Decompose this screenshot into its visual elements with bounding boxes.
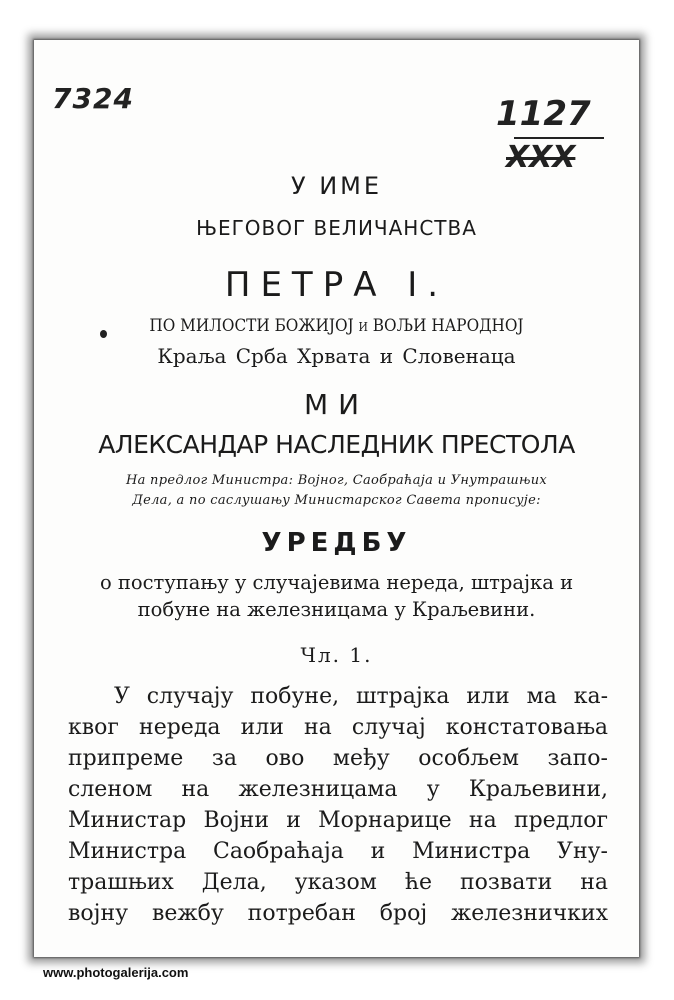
handwritten-struck-number: XXX xyxy=(506,140,576,175)
article-line: сленом на железницама у Краљевини, xyxy=(68,777,608,802)
handwritten-archive-number: 7324 xyxy=(52,82,134,115)
watermark: www.photogalerija.com xyxy=(43,965,189,980)
kingdom-line: Краља Срба Хрвата и Словенаца xyxy=(157,344,516,368)
article-line: Министра Саобраћаја и Министра Уну- xyxy=(68,839,608,864)
article-line: припреме за ово међу особљем запо- xyxy=(68,746,608,771)
grace-line: ПО МИЛОСТИ БОЖИЈОЈ и ВОЉИ НАРОДНОЈ xyxy=(149,316,524,336)
article-line: трашњих Дела, указом ће позвати на xyxy=(68,870,608,895)
article-line: У случају побуне, штрајка или ма ка- xyxy=(114,684,608,709)
we-heading: МИ xyxy=(303,388,370,421)
decree-title: УРЕДБУ xyxy=(261,528,412,558)
article-line: квог нереда или на случај констатовања xyxy=(68,715,608,740)
header-his-majesty: ЊЕГОВОГ ВЕЛИЧАНСТВА xyxy=(196,216,477,240)
prince-line: АЛЕКСАНДАР НАСЛЕДНИК ПРЕСТОЛА xyxy=(98,430,575,459)
article-line: војну вежбу потребан број железничких xyxy=(68,901,608,926)
decree-subtitle-1: о поступању у случајевима нереда, штрајка и xyxy=(99,571,574,594)
proposal-line-2: Дела, а по саслушању Министарског Савета прописује: xyxy=(132,493,541,508)
proposal-line-1: На предлог Министра: Војног, Саобраћаја и Унутрашњих xyxy=(125,473,548,488)
handwritten-underline xyxy=(514,137,604,139)
king-name: ПЕТРА I. xyxy=(224,265,449,305)
article-line: Министар Војни и Морнарице на предлог xyxy=(68,808,608,833)
article-heading: Чл. 1. xyxy=(300,643,373,667)
document-page xyxy=(34,40,639,957)
decree-subtitle-2: побуне на железницама у Краљевини. xyxy=(137,598,536,621)
header-in-the-name: У ИМЕ xyxy=(290,172,383,200)
handwritten-register-number: 1127 xyxy=(496,94,591,134)
